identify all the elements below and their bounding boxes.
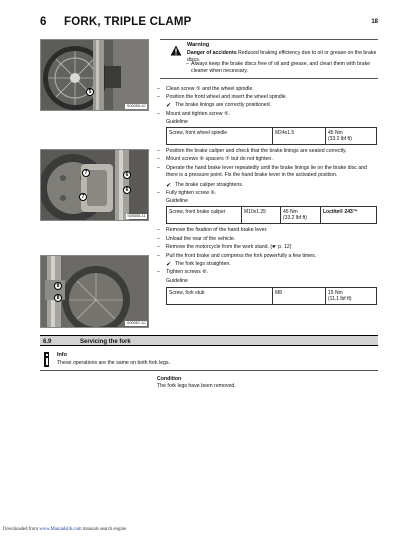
spec-table bbox=[166, 127, 377, 145]
step-text: Pull the front brake and compress the fork powerfully a few times. bbox=[166, 253, 317, 259]
fork-stub-illustration bbox=[41, 256, 149, 328]
download-footer bbox=[3, 527, 126, 533]
check-text: The fork legs straighten. bbox=[175, 261, 231, 267]
list-item bbox=[157, 86, 379, 93]
step-text: Clean screw ⑤ and the wheel spindle. bbox=[166, 86, 254, 92]
spec-torque bbox=[326, 128, 377, 145]
list-item bbox=[157, 236, 379, 243]
list-item bbox=[157, 253, 379, 260]
spec-item: Screw, fork stub bbox=[167, 288, 273, 305]
dash-glyph: – bbox=[157, 111, 160, 117]
dash-glyph: – bbox=[157, 148, 160, 154]
info-box bbox=[40, 349, 378, 371]
warning-sub-dash: – bbox=[186, 61, 189, 67]
guideline-label: Guideline bbox=[166, 278, 188, 284]
step-text: Fully tighten screw ⑥. bbox=[166, 190, 217, 196]
dash-glyph: – bbox=[157, 94, 160, 100]
step-text: Mount screws ⑥ spacers ⑦ but do not tighten. bbox=[166, 156, 273, 162]
torque-imperial: (11.1 lbf ft) bbox=[328, 296, 352, 302]
step-text: Unload the rear of the vehicle. bbox=[166, 236, 236, 242]
dash-glyph: – bbox=[157, 165, 160, 171]
guideline-label: Guideline bbox=[166, 198, 188, 204]
torque-metric: 15 Nm bbox=[328, 289, 343, 296]
list-item bbox=[157, 148, 379, 155]
spec-thread: M24x1.5 bbox=[273, 128, 326, 145]
spec-torque bbox=[281, 207, 321, 224]
front-wheel-illustration bbox=[41, 40, 149, 111]
check-result bbox=[166, 182, 376, 189]
page-number: 18 bbox=[371, 19, 378, 25]
photo-brake-caliper bbox=[40, 149, 149, 221]
callout-marker: 8 bbox=[54, 282, 62, 290]
brake-caliper-illustration bbox=[41, 150, 149, 221]
chapter-title: FORK, TRIPLE CLAMP bbox=[64, 16, 192, 28]
step-text: Position the front wheel and insert the wheel spindle. bbox=[166, 94, 288, 100]
callout-marker: 6 bbox=[123, 171, 131, 179]
step-text: Position the brake caliper and check that the brake linings are seated correctly. bbox=[166, 148, 347, 154]
dash-glyph: – bbox=[157, 190, 160, 196]
chapter-number: 6 bbox=[40, 16, 47, 28]
checkmark-icon: ✔ bbox=[166, 261, 172, 268]
danger-label: Danger of accidents bbox=[187, 50, 237, 56]
dash-glyph: – bbox=[157, 227, 160, 233]
list-item bbox=[157, 190, 379, 197]
check-result bbox=[166, 102, 376, 109]
page-header bbox=[40, 15, 378, 31]
warning-description: Reduced braking efficiency due to oil or grease on the brake discs. bbox=[187, 50, 377, 64]
dash-glyph: – bbox=[157, 156, 160, 162]
info-text: These operations are the same on both fork legs. bbox=[57, 360, 171, 366]
table-row bbox=[167, 207, 377, 224]
photo-fork-stub bbox=[40, 255, 149, 328]
warning-sub-text: Always keep the brake discs free of oil and grease, and clean them with brake cleaner when necessary. bbox=[191, 61, 371, 75]
torque-metric: 45 Nm bbox=[283, 208, 298, 215]
footer-prefix: Downloaded from bbox=[3, 527, 39, 532]
warning-subpoint bbox=[186, 61, 375, 75]
callout-marker: 6 bbox=[123, 186, 131, 194]
warning-title: Warning bbox=[187, 42, 210, 48]
list-item bbox=[157, 165, 379, 179]
warning-box bbox=[160, 39, 378, 79]
callout-marker: 8 bbox=[54, 294, 62, 302]
callout-marker: 7 bbox=[79, 193, 87, 201]
table-row bbox=[167, 288, 377, 305]
step-text: Mount and tighten screw ⑤. bbox=[166, 111, 231, 117]
checkmark-icon: ✔ bbox=[166, 102, 172, 109]
dash-glyph: – bbox=[157, 244, 160, 250]
guideline-label: Guideline bbox=[166, 119, 188, 125]
spec-torque bbox=[326, 288, 377, 305]
check-text: The brake caliper straightens. bbox=[175, 182, 244, 188]
dash-glyph: – bbox=[157, 269, 160, 275]
section-number: 6.9 bbox=[43, 339, 52, 345]
condition-title: Condition bbox=[157, 376, 182, 382]
spec-table bbox=[166, 206, 377, 224]
spec-threadlocker: Loctite® 243™ bbox=[321, 207, 377, 224]
torque-metric: 45 Nm bbox=[328, 129, 343, 136]
spec-thread: M8 bbox=[273, 288, 326, 305]
photo-id-label: S00059-10 bbox=[126, 103, 146, 108]
dash-glyph: – bbox=[157, 236, 160, 242]
photo-front-wheel-spindle bbox=[40, 39, 149, 111]
list-item bbox=[157, 156, 379, 163]
list-item bbox=[157, 227, 379, 234]
check-text: The brake linings are correctly positioned. bbox=[175, 102, 272, 108]
dash-glyph: – bbox=[157, 253, 160, 259]
step-text: Remove the fixation of the hand brake lever. bbox=[166, 227, 268, 233]
photo-id-label: S00055-11 bbox=[127, 213, 146, 218]
step-text: Remove the motorcycle from the work stand. (☛ p. 12) bbox=[166, 244, 292, 250]
torque-imperial: (33.2 lbf ft) bbox=[283, 215, 307, 221]
torque-imperial: (33.2 lbf ft) bbox=[328, 136, 352, 142]
list-item bbox=[157, 269, 379, 276]
step-text: Operate the hand brake lever repeatedly until the brake linings lie on the brake disc and there is a pressure point. Fix the hand brake lever in the activated position. bbox=[166, 165, 367, 179]
section-title: Servicing the fork bbox=[80, 339, 131, 345]
spec-item: Screw, front wheel spindle bbox=[167, 128, 273, 145]
step-text: Tighten screws ⑧. bbox=[166, 269, 209, 275]
checkmark-icon: ✔ bbox=[166, 182, 172, 189]
list-item bbox=[157, 244, 379, 251]
callout-marker: 7 bbox=[82, 169, 90, 177]
list-item bbox=[157, 94, 379, 101]
spec-thread: M10x1.25 bbox=[242, 207, 281, 224]
callout-marker: 5 bbox=[86, 88, 94, 96]
footer-link[interactable]: www.Manualslib.com bbox=[39, 527, 82, 532]
section-heading bbox=[40, 335, 378, 346]
footer-suffix: manuals search engine bbox=[82, 527, 127, 532]
info-icon bbox=[44, 352, 49, 367]
check-result bbox=[166, 261, 376, 268]
photo-id-label: S00057-10 bbox=[126, 320, 146, 325]
condition-text: The fork legs have been removed. bbox=[157, 383, 236, 389]
warning-triangle-icon bbox=[170, 45, 182, 56]
list-item bbox=[157, 111, 379, 118]
spec-table bbox=[166, 287, 377, 305]
spec-item: Screw, front brake caliper bbox=[167, 207, 242, 224]
table-row bbox=[167, 128, 377, 145]
dash-glyph: – bbox=[157, 86, 160, 92]
info-title: Info bbox=[57, 352, 67, 358]
